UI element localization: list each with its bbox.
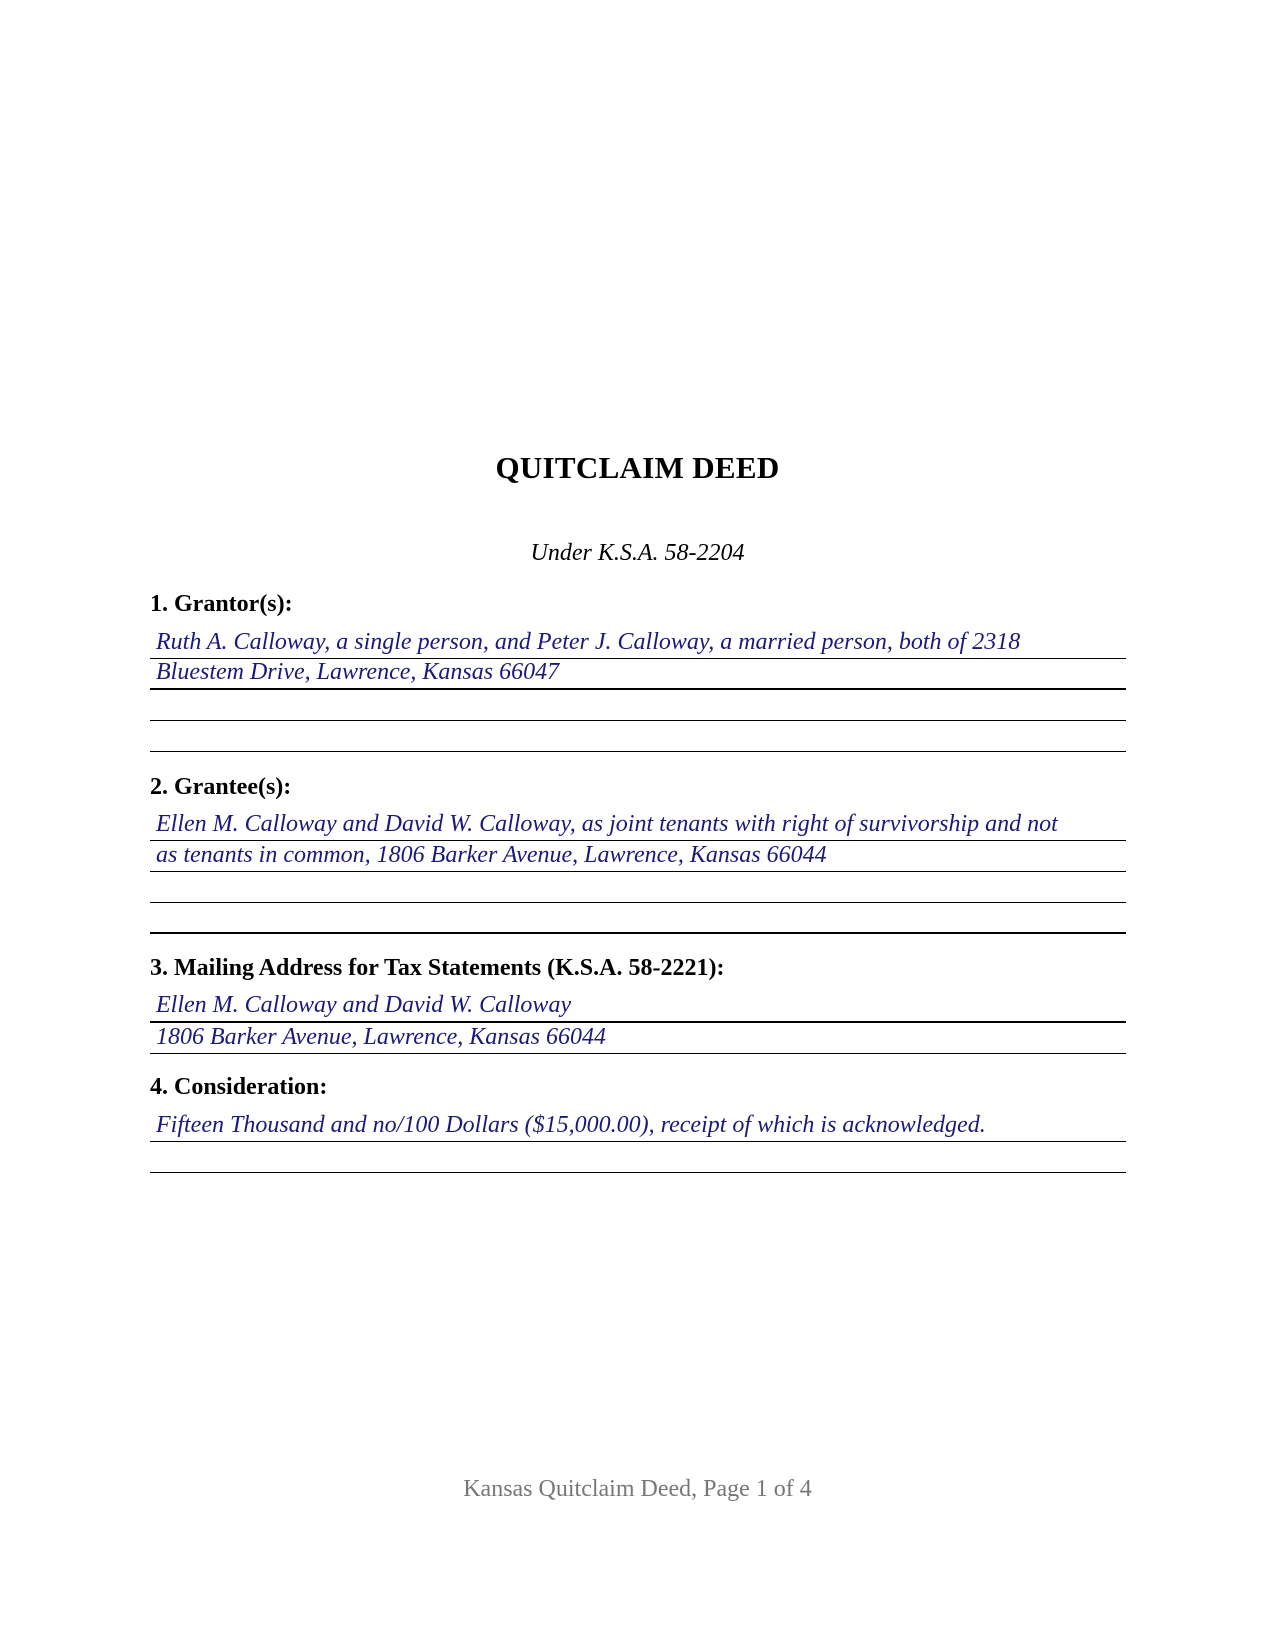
grantee-line-1-text: Ellen M. Calloway and David W. Calloway, as joint tenants with right of survivorship and not — [156, 811, 1058, 837]
grantee-label: 2. Grantee(s): — [150, 774, 292, 800]
grantor-label: 1. Grantor(s): — [150, 591, 293, 617]
grantor-line-2-text: Bluestem Drive, Lawrence, Kansas 66047 — [156, 659, 560, 685]
grantor-line-1 — [150, 628, 1126, 659]
document-title: QUITCLAIM DEED — [495, 450, 780, 485]
page-footer: Kansas Quitclaim Deed, Page 1 of 4 — [463, 1476, 812, 1502]
grantor-line-4 — [150, 721, 1126, 752]
grantor-line-3 — [150, 690, 1126, 721]
grantee-line-3 — [150, 872, 1126, 903]
consideration-line-1-text: Fifteen Thousand and no/100 Dollars ($15,000.00), receipt of which is acknowledged. — [156, 1112, 986, 1138]
mailing-address-line-1 — [150, 992, 1126, 1023]
consideration-line-1 — [150, 1111, 1126, 1142]
mailing-address-line-2 — [150, 1023, 1126, 1054]
document-subtitle: Under K.S.A. 58-2204 — [530, 540, 745, 566]
mailing-address-label: 3. Mailing Address for Tax Statements (K.S.A. 58-2221): — [150, 955, 725, 981]
consideration-line-2 — [150, 1142, 1126, 1173]
grantor-line-2 — [150, 659, 1126, 690]
consideration-label: 4. Consideration: — [150, 1074, 328, 1100]
grantee-line-4 — [150, 903, 1126, 934]
grantee-line-1 — [150, 810, 1126, 841]
grantor-line-1-text: Ruth A. Calloway, a single person, and Peter J. Calloway, a married person, both of 2318 — [156, 629, 1021, 655]
grantee-line-2-text: as tenants in common, 1806 Barker Avenue, Lawrence, Kansas 66044 — [156, 842, 827, 868]
mailing-address-line-1-text: Ellen M. Calloway and David W. Calloway — [156, 992, 572, 1018]
grantee-line-2 — [150, 841, 1126, 872]
mailing-address-line-2-text: 1806 Barker Avenue, Lawrence, Kansas 66044 — [156, 1024, 606, 1050]
